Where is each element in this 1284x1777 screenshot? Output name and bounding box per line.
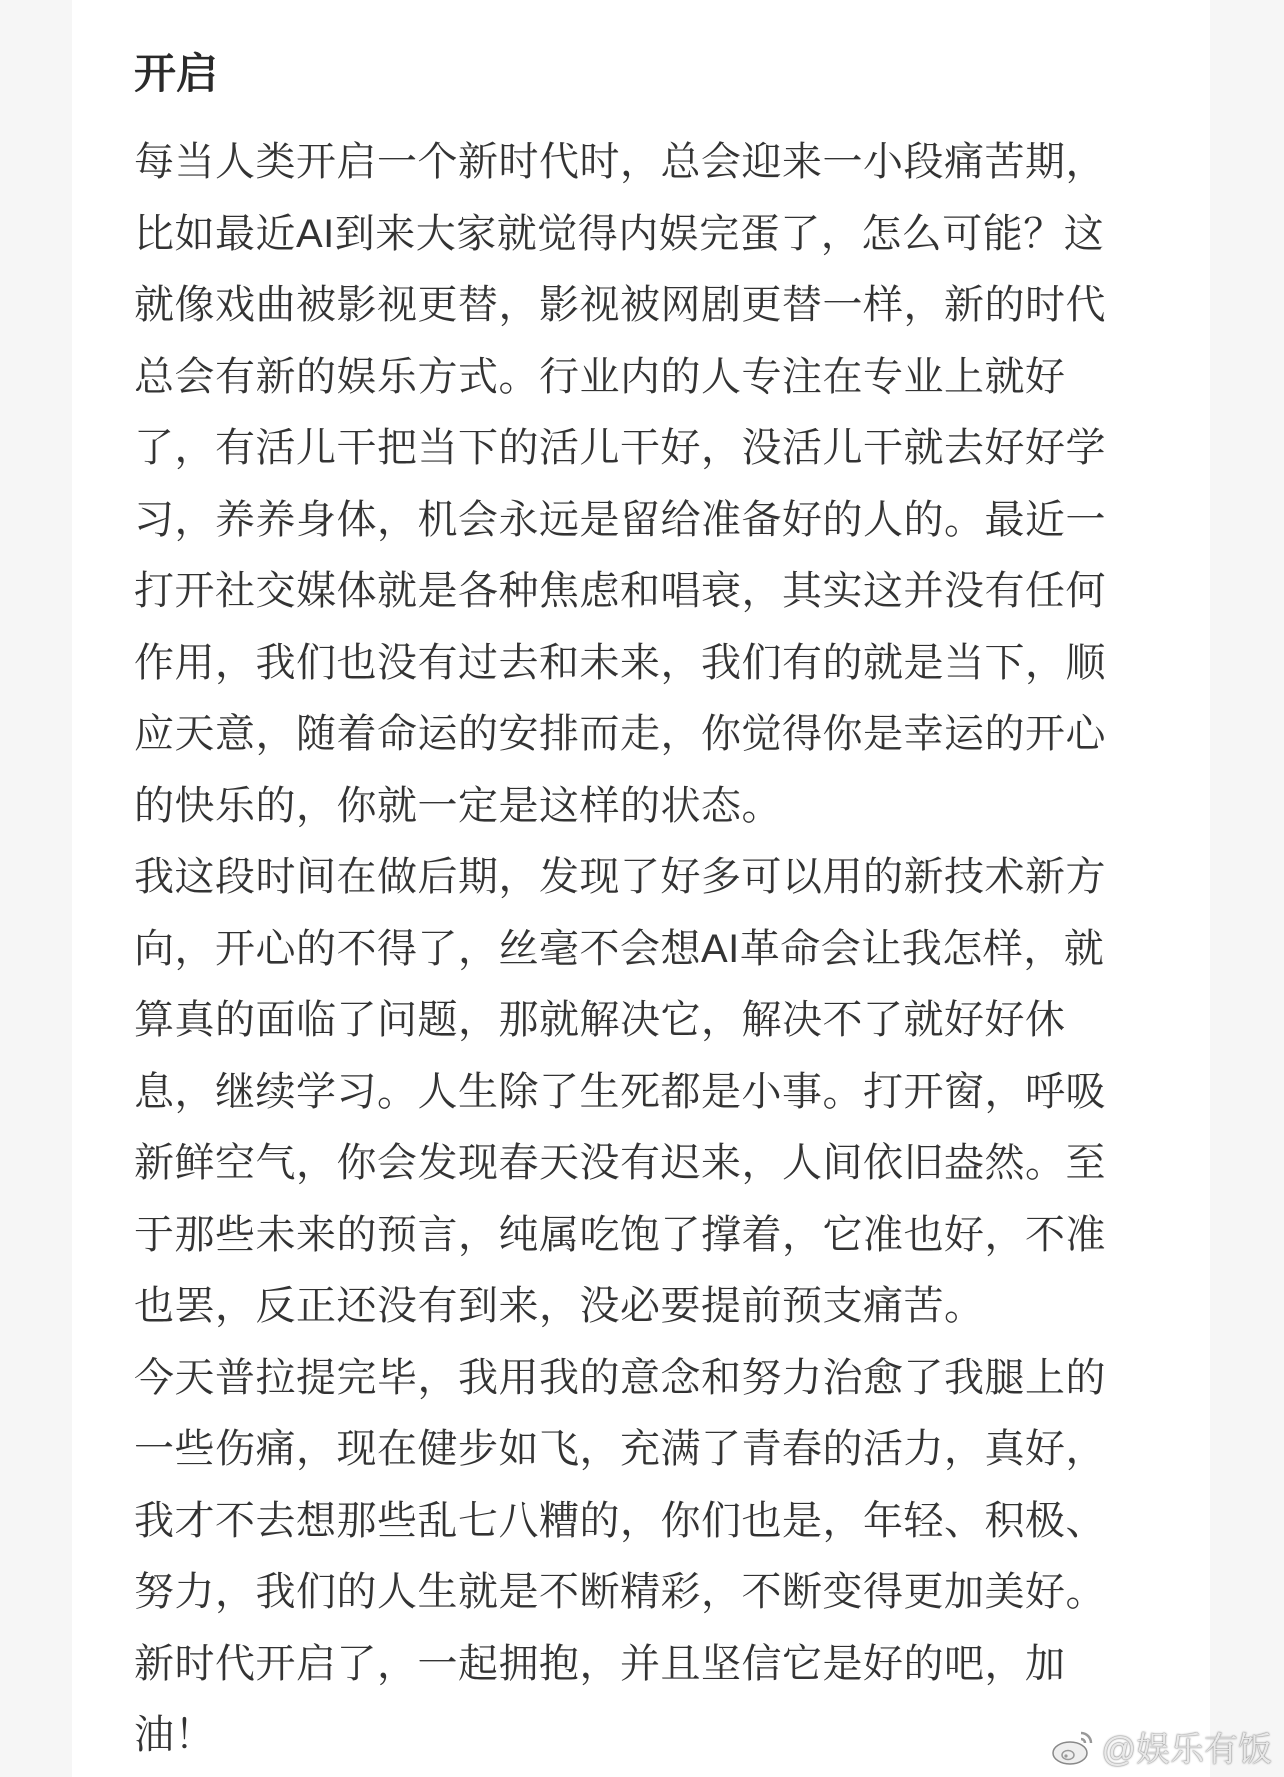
text-line: 新时代开启了，一起拥抱，并且坚信它是好的吧，加 bbox=[134, 1641, 1066, 1686]
text-line: 总会有新的娱乐方式。行业内的人专注在专业上就好 bbox=[134, 354, 1066, 399]
text-line: 也罢，反正还没有到来，没必要提前预支痛苦。 bbox=[134, 1284, 985, 1328]
text-line: 打开社交媒体就是各种焦虑和唱衰，其实这并没有任何 bbox=[134, 569, 1106, 613]
text-line: 一些伤痛，现在健步如飞，充满了青春的活力，真好， bbox=[134, 1427, 1106, 1471]
text-line: 了，有活儿干把当下的活儿干好，没活儿干就去好好学 bbox=[134, 426, 1106, 470]
text-line: 我这段时间在做后期，发现了好多可以用的新技术新方 bbox=[134, 855, 1106, 899]
text-line: 应天意，随着命运的安排而走，你觉得你是幸运的开心 bbox=[134, 712, 1106, 756]
watermark bbox=[1051, 1722, 1272, 1771]
text-line: 努力，我们的人生就是不断精彩，不断变得更加美好。 bbox=[134, 1570, 1106, 1614]
watermark-text: @娱乐有饭 bbox=[1101, 1731, 1272, 1769]
text-line: 息，继续学习。人生除了生死都是小事。打开窗，呼吸 bbox=[134, 1069, 1106, 1114]
weibo-logo-icon bbox=[1051, 1727, 1097, 1767]
text-line: 向，开心的不得了，丝毫不会想AI革命会让我怎样，就 bbox=[134, 926, 1105, 971]
text-line: 作用，我们也没有过去和未来，我们有的就是当下，顺 bbox=[134, 640, 1106, 685]
text-line: 就像戏曲被影视更替，影视被网剧更替一样，新的时代 bbox=[134, 283, 1106, 327]
text-line: 油！ bbox=[134, 1713, 215, 1757]
text-line: 我才不去想那些乱七八糟的，你们也是，年轻、积极、 bbox=[134, 1498, 1106, 1543]
text-line: 的快乐的，你就一定是这样的状态。 bbox=[134, 783, 782, 828]
text-line: 算真的面临了问题，那就解决它，解决不了就好好休 bbox=[134, 998, 1066, 1042]
text-line: 习，养养身体，机会永远是留给准备好的人的。最近一 bbox=[134, 497, 1106, 542]
article-title: 开启 bbox=[134, 50, 219, 97]
text-line: 新鲜空气，你会发现春天没有迟来，人间依旧盎然。至 bbox=[134, 1141, 1106, 1185]
text-line: 每当人类开启一个新时代时，总会迎来一小段痛苦期， bbox=[134, 140, 1106, 184]
text-line: 于那些未来的预言，纯属吃饱了撑着，它准也好，不准 bbox=[134, 1212, 1106, 1257]
text-line: 今天普拉提完毕，我用我的意念和努力治愈了我腿上的 bbox=[134, 1355, 1106, 1400]
text-line: 比如最近AI到来大家就觉得内娱完蛋了，怎么可能？这 bbox=[134, 211, 1105, 256]
